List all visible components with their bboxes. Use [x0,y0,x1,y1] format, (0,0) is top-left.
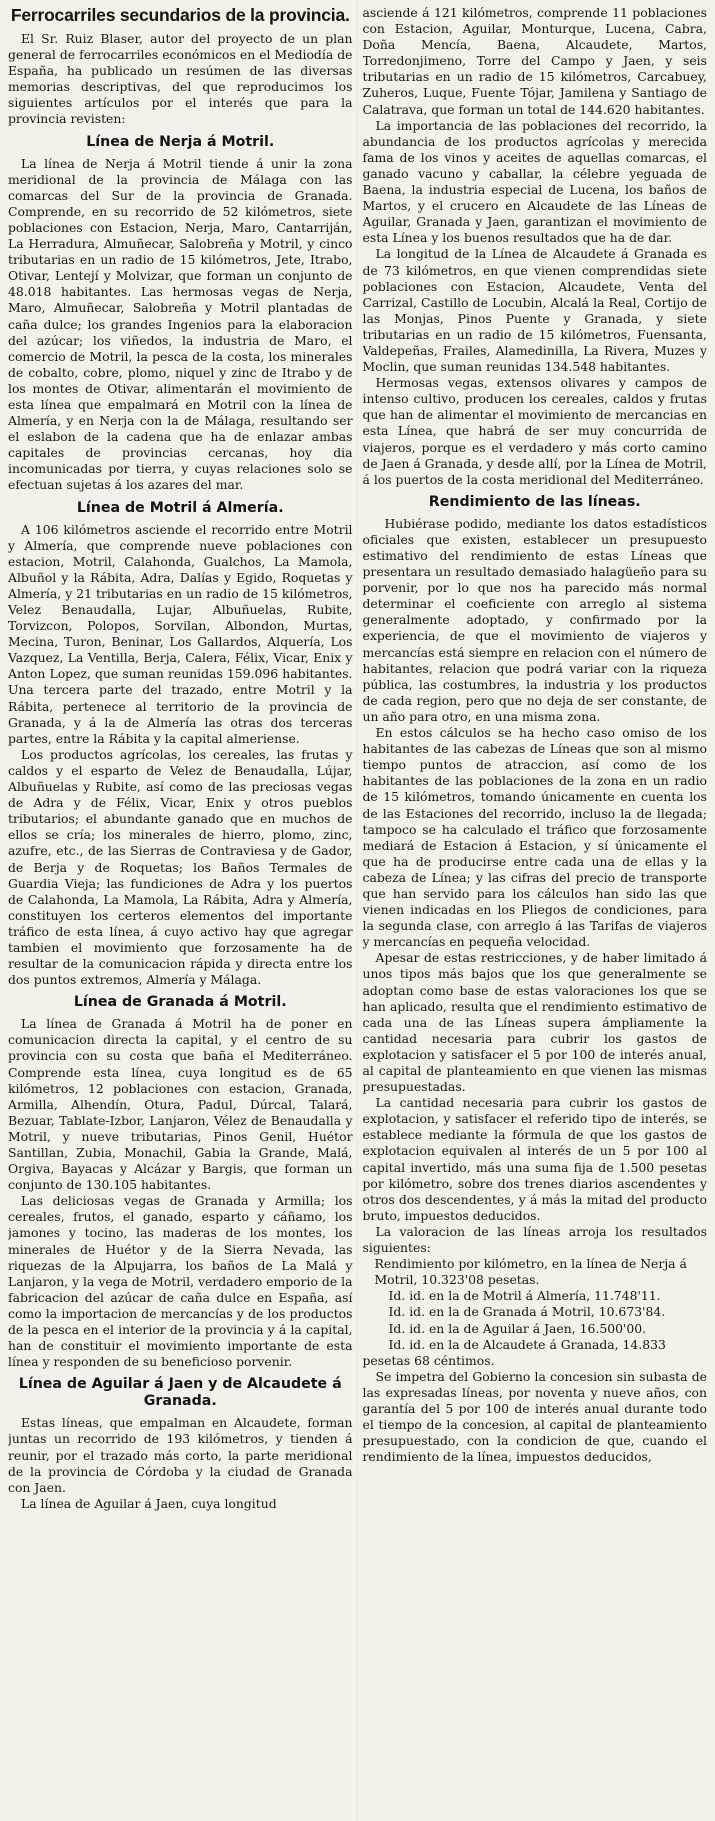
paragraph: La línea de Nerja á Motril tiende á unir la zona meridional de la provincia de Málaga con las comarcas del Sur de la provincia de Granada. Comprende, en su recorrido de 52 kilómetros, siete poblaciones con Estacion, Nerja, Maro, Cantarriján, La Herradura, Almuñecar, Salobreña y Motril, y cinco tributarias en un radio de 15 kilómetros, Jete, Itrabo, Otivar, Lentejí y Molvizar, que forman un conjunto de 48.018 habitantes. Las hermosas vegas de Nerja, Maro, Almuñecar, Salobreña y Motril plantadas de caña dulce; los grandes Ingenios para la elaboracion del azúcar; los viñedos, la industria de Maro, el comercio de Motril, la pesca de la costa, los minerales de cobalto, cobre, plomo, niquel y zinc de Itrabo y de los montes de Otivar, alimentarán el movimiento de esta línea que empalmará en Motril con la línea de Almería, y en Nerja con la de Málaga, resultando ser el eslabon de la cadena que ha de enlazar ambas capitales de provincias cercanas, hoy dia incomunicadas por tierra, y cuyas relaciones solo se efectuan sujetas á los azares del mar. [8,155,353,493]
paragraph: La valoracion de las líneas arroja los resultados siguientes: [362,1223,707,1256]
section-heading-nerja-motril: Línea de Nerja á Motril. [86,133,275,150]
paragraph: Hubiérase podido, mediante los datos estadísticos oficiales que existen, establecer un presupuesto estimativo del rendimiento de estas Líneas que presentara un resultado demasiado halagüeño para su porvenir, por lo que nos ha parecido más normal determinar el coeficiente con arreglo al sistema generalmente adoptado, y confirmado por la experiencia, de que el movimiento de viajeros y mercancías está siempre en relacion con el número de habitantes, relacion que podrá variar con la riqueza pública, las costumbres, la industria y los productos de cada region, pero que no deja de ser constante, de un año para otro, en una misma zona. [362,515,707,724]
section-heading-motril-almeria: Línea de Motril á Almería. [76,499,284,516]
ledger-line: Rendimiento por kilómetro, en la línea de Nerja á Motril, 10.323'08 pesetas. [374,1256,687,1288]
revenue-ledger [363,1256,708,1369]
ledger-line: pesetas 68 céntimos. [362,1352,495,1368]
paragraph: Los productos agrícolas, los cereales, las frutas y caldos y el esparto de Velez de Benaudalla, Lújar, Albuñuelas y Rubite, así como de las preciosas vegas de Adra y de Félix, Vicar, Enix y otros pueblos tributarios; el abundante ganado que en muchos de ellos se cría; los minerales de hierro, plomo, zinc, azufre, etc., de las Sierras de Contraviesa y de Gador, de Berja y de Roquetas; los Baños Termales de Guardia Vieja; las fundiciones de Adra y los puertos de Calahonda, La Mamola, La Rábita, Adra y Almería, constituyen los certeros elementos del importante tráfico de esta línea, á cuyo activo hay que agregar tambien el movimiento que forzosamente ha de resultar de la comunicacion rápida y directa entre los dos puntos extremos, Almería y Málaga. [8,746,353,988]
paragraph: La línea de Aguilar á Jaen, cuya longitud [21,1495,277,1511]
ledger-line: Id. id. en la de Granada á Motril, 10.673'84. [388,1304,666,1320]
column-divider [357,0,358,1821]
paragraph: La importancia de las poblaciones del recorrido, la abundancia de los productos agrícolas y merecida fama de los vinos y aceites de aquellas comarcas, el ganado vacuno y caballar, la célebre yeguada de Baena, la industria especial de Lucena, los baños de Martos, y el crucero en Alcaudete de las Líneas de Aguilar, Granada y Jaen, garantizan el movimiento de esta Línea y los buenos resultados que ha de dar. [362,117,707,246]
paragraph: Se impetra del Gobierno la concesion sin subasta de las expresadas líneas, por noventa y nueve años, con garantía del 5 por 100 de interés anual durante todo el tiempo de la concesion, al capital de planteamiento presupuestado, con la condicion de que, cuando el rendimiento de la línea, impuestos deducidos, [362,1368,707,1465]
paragraph: En estos cálculos se ha hecho caso omiso de los habitantes de las cabezas de Líneas que son al mismo tiempo puntos de atraccion, así como de los habitantes de las poblaciones de la zona en un radio de 15 kilómetros, tomando únicamente en cuenta los de las Estaciones del recorrido, incluso la de llegada; tampoco se ha calculado el tráfico que forzosamente mediará de Estacion á Estacion, y sí únicamente el que ha de producirse entre cada una de ellas y la cabeza de Línea; y las cifras del precio de transporte que han servido para los cálculos han sido las que vienen indicadas en los Pliegos de condiciones, para la segunda clase, con arreglo á las Tarifas de viajeros y mercancías en pequeña velocidad. [362,725,707,950]
article-title: Ferrocarriles secundarios de la provincia. [10,5,350,25]
intro-paragraph: El Sr. Ruiz Blaser, autor del proyecto de un plan general de ferrocarriles económicos en el Mediodía de España, ha publicado un resúmen de las diversas memorias descriptivas, del que reproducimos los siguientes artículos por el interés que para la provincia revisten: [8,31,353,127]
paragraph: Hermosas vegas, extensos olivares y campos de intenso cultivo, producen los cereales, caldos y frutas que han de alimentar el movimiento de mercancias en esta Línea, que habrá de ser muy concurrida de viajeros, porque es el verdadero y más corto camino de Jaen á Granada, y desde allí, por la Línea de Motril, á los puertos de la costa meridional del Mediterráneo. [362,375,707,487]
paragraph: Estas líneas, que empalman en Alcaudete, forman juntas un recorrido de 193 kilómetros, y tienden á reunir, por el trazado más corto, la parte meridional de la provincia de Córdoba y la ciudad de Granada con Jaen. [8,1415,353,1495]
section-heading-aguilar-jaen: Línea de Aguilar á Jaen y de Alcaudete á Granada. [18,1376,342,1410]
ledger-line: Id. id. en la de Aguilar á Jaen, 16.500'00. [388,1320,647,1336]
ledger-line: Id. id. en la de Motril á Almería, 11.748'11. [388,1288,661,1304]
paragraph: Las deliciosas vegas de Granada y Armilla; los cereales, frutos, el ganado, esparto y cáñamo, los jamones y tocino, las maderas de los montes, los minerales de Huétor y de la Sierra Nevada, las riquezas de la Alpujarra, los baños de La Malá y Lanjaron, y la vega de Motril, verdadero emporio de la fabricacion del azúcar de caña dulce en España, así como la importacion de mercancías y de los productos de la pesca en el interior de la provincia y á la capital, han de constituir el movimiento importante de esta línea y responden de su beneficioso porvenir. [8,1193,353,1370]
paragraph-continued: asciende á 121 kilómetros, comprende 11 poblaciones con Estacion, Aguilar, Monturque, Lucena, Cabra, Doña Mencía, Baena, Alcaudete, Martos, Torredonjimeno, Torre del Campo y Jaen, y seis tributarias en un radio de 15 kilómetros, Carcabuey, Zuheros, Luque, Fuente Tójar, Jamilena y Santiago de Calatrava, que forman un total de 144.620 habitantes. [362,5,707,117]
paragraph: La longitud de la Línea de Alcaudete á Granada es de 73 kilómetros, en que vienen comprendidas siete poblaciones con Estacion, Alcaudete, Venta del Carrizal, Castillo de Locubin, Alcalá la Real, Cortijo de las Monjas, Pinos Puente y Granada, y siete tributarias en un radio de 15 kilómetros, Fuensanta, Valdepeñas, Frailes, Alamedinilla, La Rivera, Muzes y Moclin, que suman reunidas 134.548 habitantes. [362,246,707,375]
section-heading-rendimiento: Rendimiento de las líneas. [428,493,641,510]
right-column [363,5,708,1817]
paragraph: A 106 kilómetros asciende el recorrido entre Motril y Almería, que comprende nueve poblaciones con estacion, Motril, Calahonda, Gualchos, La Mamola, Albuñol y la Rábita, Adra, Dalías y Egido, Roquetas y Almería, y 21 tributarias en un radio de 15 kilómetros, Velez Benaudalla, Lujar, Albuñuelas, Rubite, Torvizcon, Polopos, Sorvilan, Albondon, Murtas, Mecina, Turon, Beninar, Los Gallardos, Alquería, Los Vazquez, La Ventilla, Berja, Calera, Félix, Vicar, Enix y Anton Lopez, que suman reunidas 159.096 habitantes. Una tercera parte del trazado, entre Motril y la Rábita, pertenece al territorio de la provincia de Granada, y á la de Almería las otras dos terceras partes, entre la Rábita y la capital almeriense. [8,521,353,746]
paragraph: Apesar de estas restricciones, y de haber limitado á unos tipos más bajos que los que generalmente se adoptan como base de estas valoraciones los que se han aplicado, resulta que el rendimiento estimativo de cada una de las Líneas supera ámpliamente la cantidad necesaria para cubrir los gastos de explotacion y satisfacer el 5 por 100 de interés anual, al capital de planteamiento en que vienen las mismas presupuestadas. [362,950,707,1095]
section-heading-granada-motril: Línea de Granada á Motril. [73,994,287,1011]
paragraph: La línea de Granada á Motril ha de poner en comunicacion directa la capital, y el centro de su provincia con su costa que baña el Mediterráneo. Comprende esta línea, cuya longitud es de 65 kilómetros, 12 poblaciones con estacion, Granada, Armilla, Alhendín, Otura, Padul, Dúrcal, Talará, Bezuar, Tablate-Izbor, Lanjaron, Vélez de Benaudalla y Motril, y nueve tributarias, Pinos Genil, Huétor Santillan, Zubia, Monachil, Gabia la Grande, Malá, Orgiva, Bayacas y Alcázar y Bargis, que forman un conjunto de 130.105 habitantes. [8,1016,353,1193]
ledger-line: Id. id. en la de Alcaudete á Granada, 14.833 [388,1336,666,1352]
left-column [8,5,353,1817]
paragraph: La cantidad necesaria para cubrir los gastos de explotacion, y satisfacer el referido tipo de interés, se establece mediante la fórmula de que los gastos de explotacion equivalen al interés de un 5 por 100 al capital invertido, más una suma fija de 1.500 pesetas por kilómetro, sobre dos trenes diarios ascendentes y otros dos descendentes, y á más la mitad del producto bruto, impuestos deducidos. [362,1095,707,1223]
